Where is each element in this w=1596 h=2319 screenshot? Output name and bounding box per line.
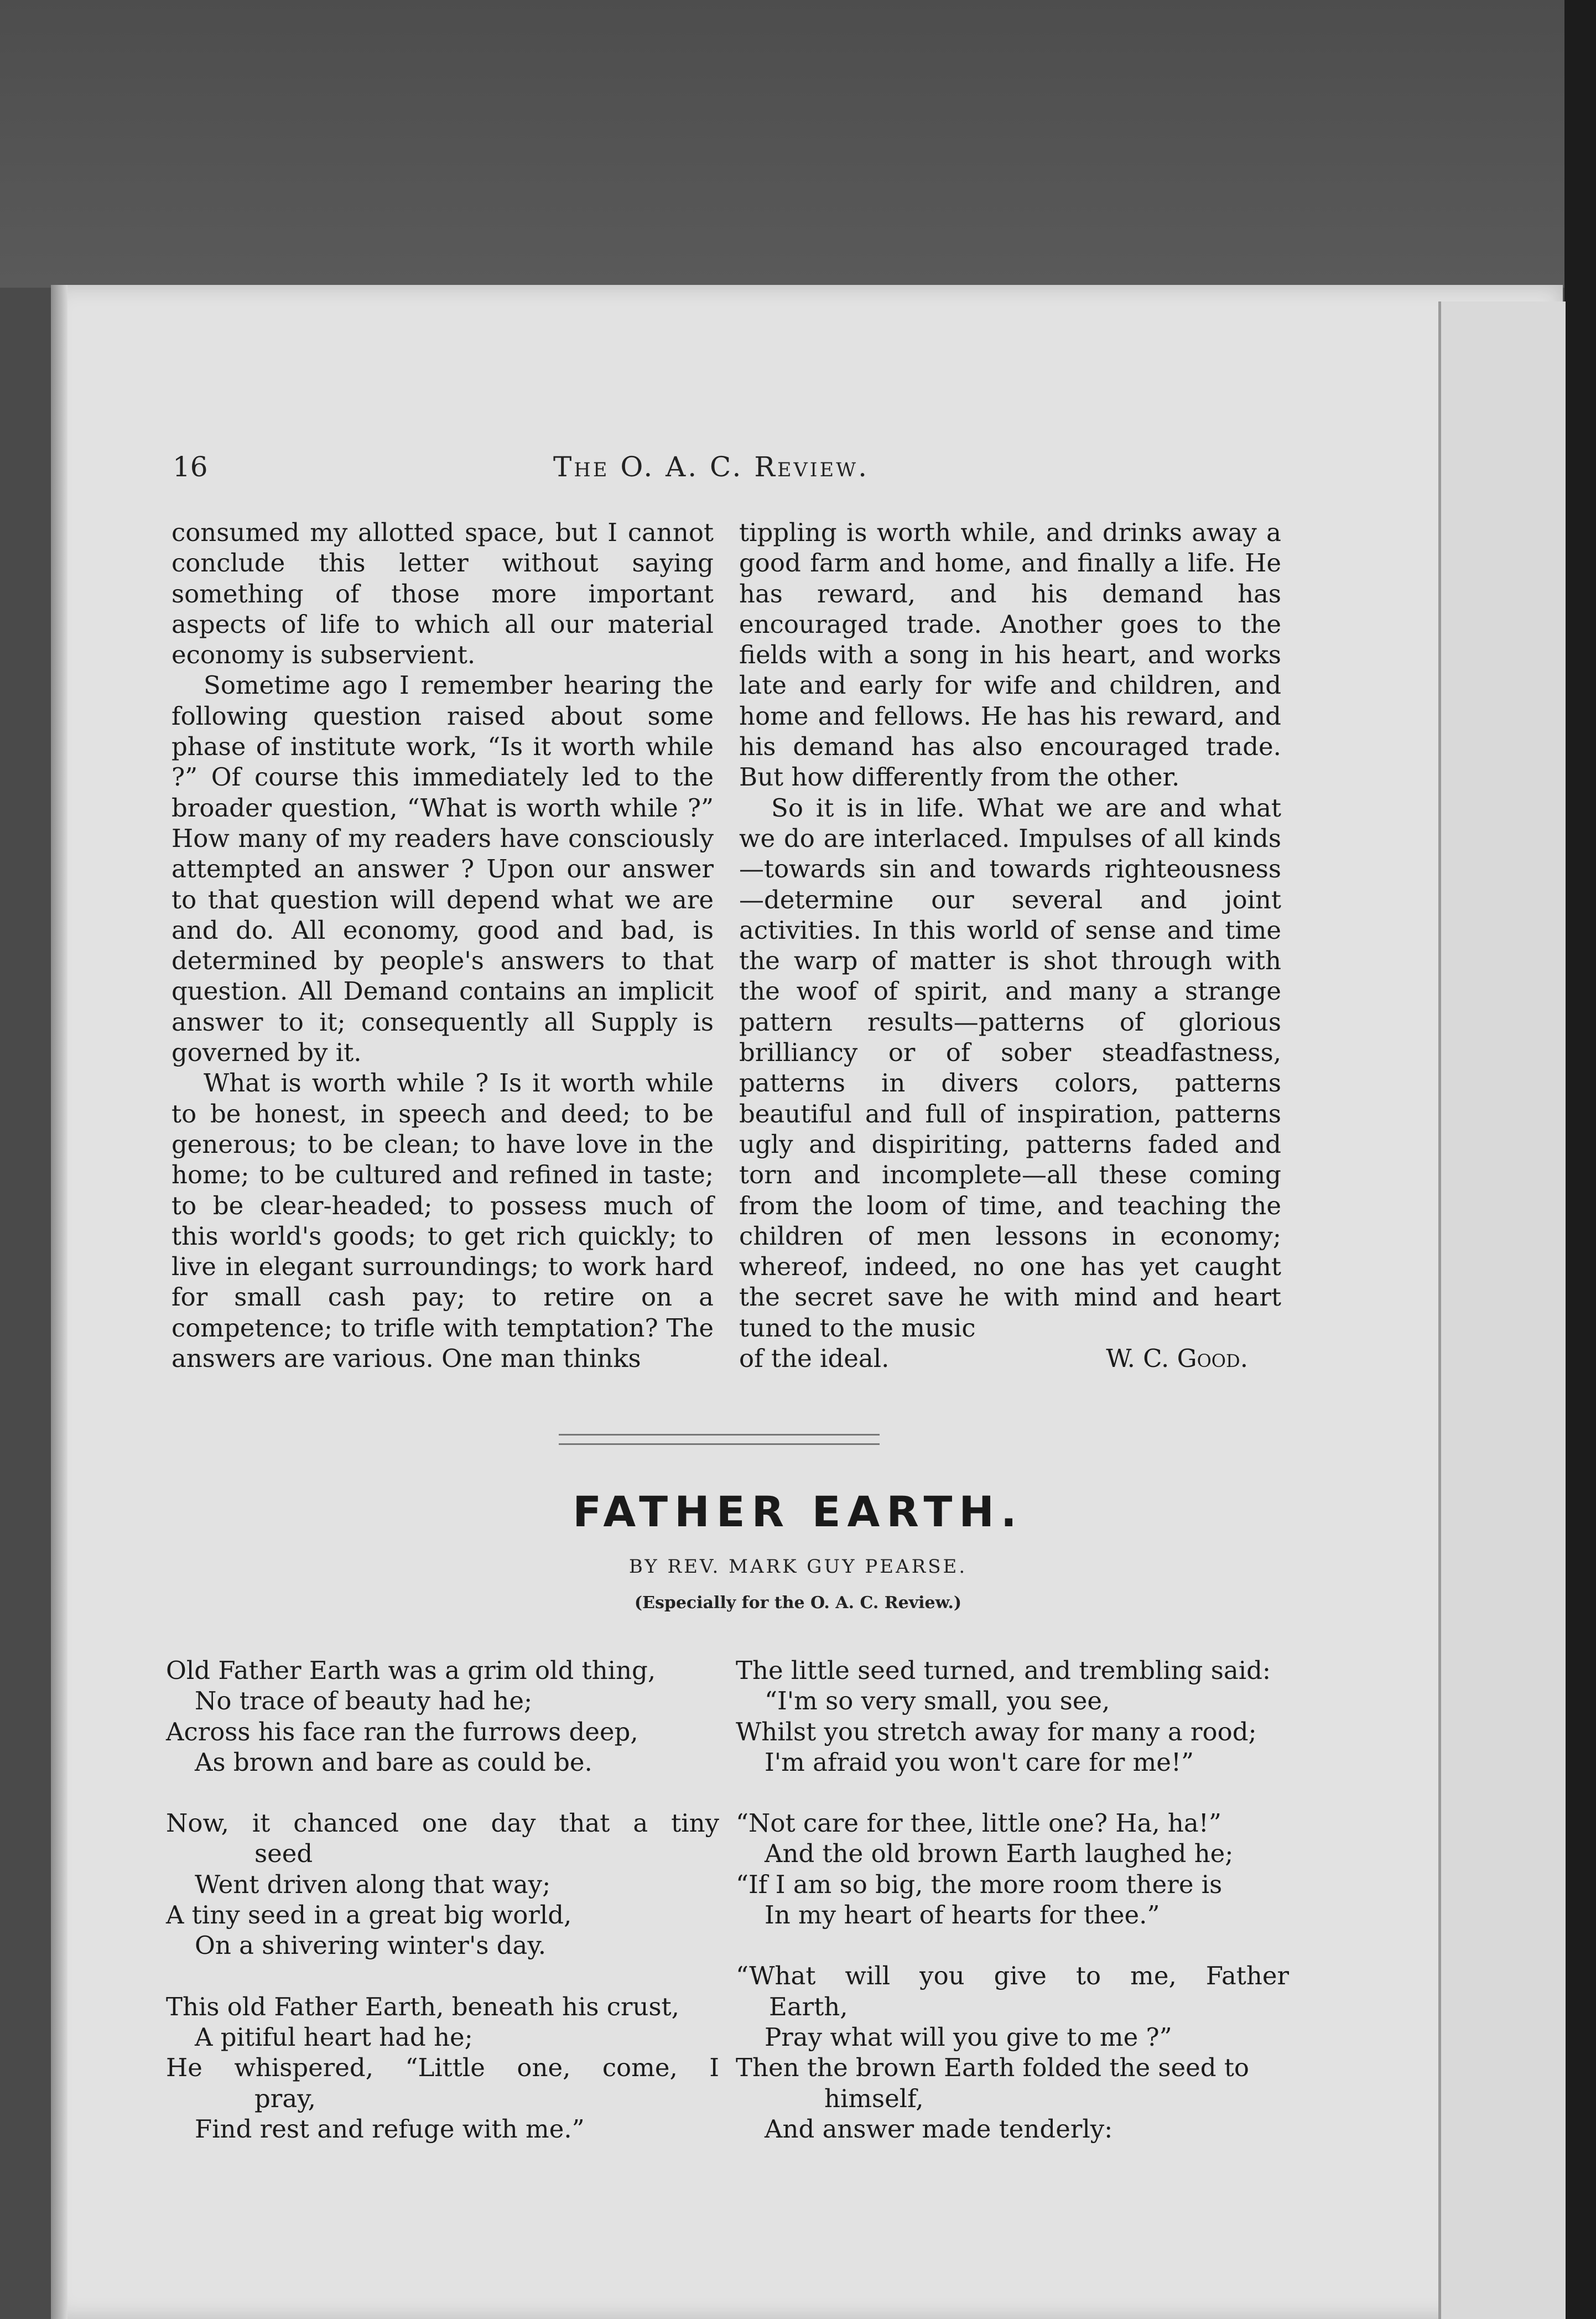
section-divider — [559, 1434, 880, 1445]
verse-line-continued: seed — [254, 1839, 313, 1869]
verse-line: A tiny seed in a great big world, — [166, 1900, 572, 1930]
verse-line: I'm afraid you won't care for me!” — [765, 1747, 1194, 1777]
verse-line: No trace of beauty had he; — [195, 1686, 533, 1716]
stanza — [736, 1961, 1289, 2144]
stanza — [166, 1992, 719, 2144]
verse-line: And answer made tenderly: — [765, 2114, 1113, 2144]
page-number: 16 — [173, 451, 208, 483]
verse-line: “If I am so big, the more room there is — [736, 1869, 1223, 1899]
verse-line: Old Father Earth was a grim old thing, — [166, 1656, 656, 1685]
poem-column-right — [736, 1655, 1289, 2175]
verse-line-continued: pray, — [254, 2083, 316, 2113]
stanza — [166, 1655, 719, 1777]
running-title: The O. A. C. Review. — [553, 451, 870, 483]
poem-dedication: (Especially for the O. A. C. Review.) — [634, 1593, 962, 1613]
verse-line: Find rest and refuge with me.” — [195, 2114, 585, 2144]
poem-column-left — [166, 1655, 719, 2175]
verse-line: Then the brown Earth folded the seed to — [736, 2053, 1250, 2083]
verse-line: He whispered, “Little one, come, I — [166, 2053, 719, 2083]
letter-signoff — [739, 1343, 1281, 1374]
page-binding-edge — [51, 285, 67, 2319]
verse-line: In my heart of hearts for thee.” — [765, 1900, 1160, 1930]
verse-line: This old Father Earth, beneath his crust, — [166, 1992, 679, 2021]
verse-line: “Not care for thee, little one? Ha, ha!” — [736, 1808, 1221, 1838]
poem-byline: BY REV. MARK GUY PEARSE. — [628, 1556, 968, 1578]
verse-line: A pitiful heart had he; — [195, 2022, 473, 2052]
verse-line: The little seed turned, and trembling said: — [736, 1656, 1271, 1685]
poem-title: FATHER EARTH. — [573, 1487, 1023, 1536]
letter-column-left — [171, 517, 714, 1374]
verse-line: Across his face ran the furrows deep, — [166, 1717, 638, 1746]
paragraph: consumed my allotted space, but I cannot conclude this letter without saying something of those more important aspects of life to which all our material economy is subservient. — [171, 518, 714, 670]
page-header — [166, 451, 1306, 495]
stanza — [736, 1808, 1289, 1930]
stanza — [736, 1655, 1289, 1777]
signature: W. C. Good. — [1106, 1344, 1248, 1374]
paragraph: Sometime ago I remember hearing the following question raised about some phase of institute work, “Is it worth while ?” Of course this immediately led to the broader question, “What is worth while ?” How many of my readers have consciously attempted an answer ? Upon our answer to that question will depend what we are and do. All economy, good and bad, is determined by people's answers to that question. All Demand contains an implicit answer to it; consequently all Supply is governed by it. — [171, 670, 714, 1068]
adjacent-page-edge — [1438, 301, 1566, 2319]
closing-line: of the ideal. — [739, 1344, 890, 1374]
scan-edge-strip — [1564, 0, 1596, 2319]
verse-line: “I'm so very small, you see, — [765, 1686, 1110, 1716]
paragraph: So it is in life. What we are and what we do are interlaced. Impulses of all kinds—towards sin and towards righteousness—determine our several and joint activities. In this world of sense and time the warp of matter is shot through with the woof of spirit, and many a strange pattern results—patterns of glorious brilliancy or of sober steadfastness, patterns in divers colors, patterns beautiful and full of inspiration, patterns ugly and dispiriting, patterns faded and torn and incomplete—all these coming from the loom of time, and teaching the children of men lessons in economy; whereof, indeed, no one has yet caught the secret save he with mind and heart tuned to the music — [739, 793, 1281, 1343]
verse-line: Went driven along that way; — [195, 1869, 551, 1899]
verse-line: Pray what will you give to me ?” — [765, 2022, 1172, 2052]
scan-background — [0, 0, 1596, 288]
letter-column-right — [739, 517, 1281, 1374]
verse-line-continued: himself, — [824, 2083, 924, 2113]
paragraph: What is worth while ? Is it worth while to be honest, in speech and deed; to be generous; to be clean; to have love in the home; to be cultured and refined in taste; to be clear-headed; to possess much of this world's goods; to get rich quickly; to live in elegant surroundings; to work hard for small cash pay; to retire on a competence; to trifle with temptation? The answers are various. One man thinks — [171, 1068, 714, 1374]
stanza — [166, 1808, 719, 1961]
verse-line: And the old brown Earth laughed he; — [765, 1839, 1234, 1869]
verse-line: “What will you give to me, Father — [736, 1961, 1289, 1991]
verse-line: As brown and bare as could be. — [195, 1747, 592, 1777]
verse-line-continued: Earth, — [769, 1992, 848, 2021]
verse-line: Whilst you stretch away for many a rood; — [736, 1717, 1257, 1746]
verse-line: On a shivering winter's day. — [195, 1931, 547, 1961]
paragraph: tippling is worth while, and drinks away a good farm and home, and finally a life. He has reward, and his demand has encouraged trade. Another goes to the fields with a song in his heart, and works late and early for wife and children, and home and fellows. He has his reward, and his demand has also encouraged trade. But how differently from the other. — [739, 518, 1281, 792]
verse-line: Now, it chanced one day that a tiny — [166, 1808, 719, 1838]
